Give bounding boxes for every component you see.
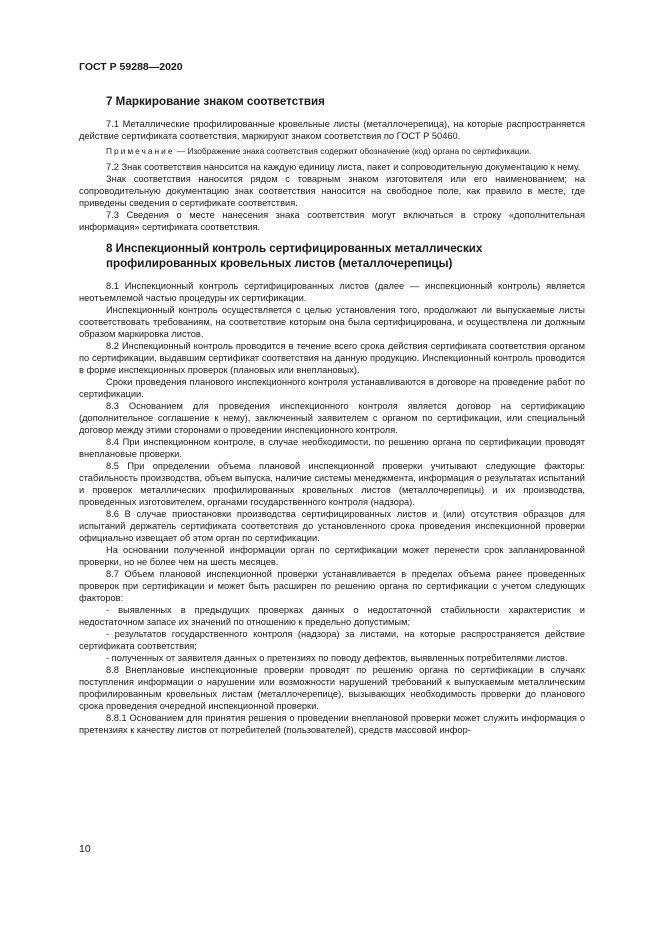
section-8-heading-line-1: 8 Инспекционный контроль сертифицированных металлических [106,242,483,255]
list-item: - результатов государственного контроля (надзора) за листами, на которые распространяется действие сертификата соответствия; [79,629,585,651]
paragraph-7-2: 7.2 Знак соответствия наносится на каждую единицу листа, пакет и сопроводительную документацию к нему. [106,162,581,172]
section-7-heading: 7 Маркирование знаком соответствия [106,95,325,108]
list-item: - полученных от заявителя данных о претензиях по поводу дефектов, выявленных потребителями листов. [106,653,568,663]
paragraph: 8.1 Инспекционный контроль сертифицированных листов (далее — инспекционный контроль) является неотъемлемой частью процедуры их сертификации. [79,281,585,303]
paragraph: 8.6 В случае приостановки производства сертифицированных листов и (или) отсутствия образцов для испытаний держатель сертификата соответствия до установленного срока проведения инспекционной проверки официально извещает об этом орган по сертификации. [79,509,585,543]
paragraph: 8.5 При определении объема плановой инспекционной проверки учитывают следующие факторы: стабильность производства, объем выпуска, наличие системы менеджмента, информация о результатах испытаний и проверок металлических профилированных кровельных листов (металлочерепицы) и их производства, проведенных изготовителем, органами государственного контроля (надзора). [79,461,585,507]
paragraph: 8.2 Инспекционный контроль проводится в течение всего срока действия сертификата соответствия органом по сертификации, выдавшим сертификат соответствия на данную продукцию. Инспекционный контроль проводится в форме инспекционных проверок (плановых или внеплановых). [79,341,585,375]
paragraph: Сроки проведения планового инспекционного контроля устанавливаются в договоре на проведение работ по сертификации. [79,377,585,399]
section-8-heading-line-2: профилированных кровельных листов (металлочерепицы) [106,257,453,270]
paragraph: 8.8 Внеплановые инспекционные проверки проводят по решению органа по сертификации в случаях поступления информации о нарушении или возможности нарушений требований к выпускаемым металлическим профилированным кровельных листам (металлочерепице), вызывающих необходимость проверки до планового срока проведения очередной инспекционной проверки. [79,665,585,711]
paragraph-7-3: 7.3 Сведения о месте нанесения знака соответствия могут включаться в строку «дополнительная информация» сертификата соответствия. [79,210,585,232]
note-label: Примечание [106,146,175,156]
page-content [79,94,585,736]
paragraph: На основании полученной информации орган по сертификации может перенести срок запланированной проверки, но не более чем на шесть месяцев. [79,545,585,567]
note [79,146,585,157]
standard-designation: ГОСТ Р 59288—2020 [79,61,183,73]
paragraph: Инспекционный контроль осуществляется с целью установления того, продолжают ли выпускаемые листы соответствовать требованиям, на соответствие которым она была сертифицирована, и осуществлена ли должным образом маркировка листов. [79,305,585,339]
note-text: — Изображение знака соответствия содержит обозначение (код) органа по сертификации. [174,146,532,156]
section-8-heading [79,241,585,271]
paragraph: 8.4 При инспекционном контроле, в случае необходимости, по решению органа по сертификации проводят внеплановые проверки. [79,437,585,459]
paragraph-7-2-cont: Знак соответствия наносится рядом с товарным знаком изготовителя или его наименованием; на сопроводительную документацию знак соответствия наносится на свободное поле, как правило в месте, где приведены сведения о сертификате соответствия. [79,174,585,208]
page-number: 10 [79,843,91,855]
paragraph-7-1: 7.1 Металлические профилированные кровельные листы (металлочерепица), на которые распространяется действие сертификата соответствия, маркируют знаком соответствия по ГОСТ Р 50460. [79,119,585,141]
paragraph: 8.3 Основанием для проведения инспекционного контроля является договор на сертификацию (дополнительное соглашение к нему), заключенный заявителем с органом по сертификации, или специальный договор между этими сторонами о проведении инспекционного контроля. [79,401,585,435]
paragraph: 8.7 Объем плановой инспекционной проверки устанавливается в пределах объема ранее проведенных проверок при сертификации и может быть расширен по решению органа по сертификации с учетом следующих факторов: [79,569,585,603]
paragraph: 8.8.1 Основанием для принятия решения о проведении внеплановой проверки может служить информация о претензиях к качеству листов от потребителей (пользователей), средств массовой инфор- [79,713,585,735]
list-item: - выявленных в предыдущих проверках данных о недостаточной стабильности характеристик и недостаточном запасе их значений по отношению к предельно допустимым; [79,605,585,627]
